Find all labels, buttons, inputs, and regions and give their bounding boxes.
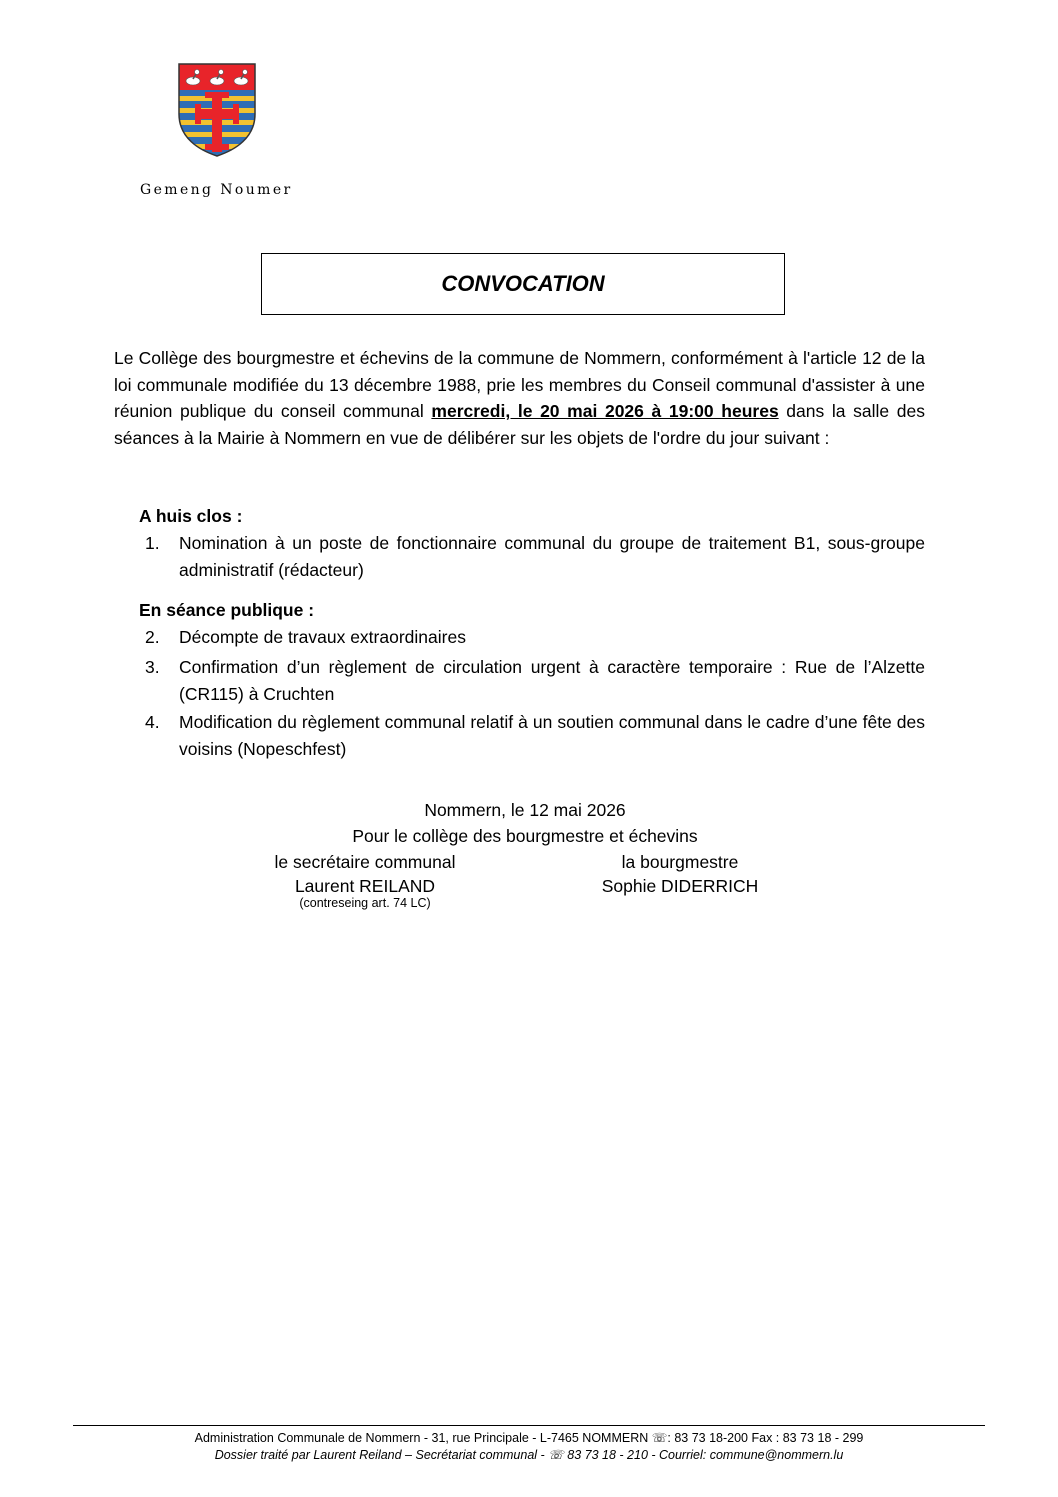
agenda-item-text: Confirmation d’un règlement de circulation urgent à caractère temporaire : Rue de l’Alzette (CR115) à Cruchten [179,657,925,704]
intro-text-end: dans la salle des séances à la Mairie à Nommern en vue de délibérer sur les objets de l'ordre du jour suivant : [114,401,925,448]
place-and-date: Nommern, le 12 mai 2026 [424,800,626,820]
document-title-box [261,253,785,315]
public-session-heading: En séance publique : [139,600,315,620]
agenda-item-number: 2. [145,627,160,647]
agenda-item-number: 4. [145,712,160,732]
municipality-name: Gemeng Noumer [140,182,293,198]
agenda-item-text: Modification du règlement communal relatif à un soutien communal dans le cadre d’une fête des voisins (Nopeschfest) [179,712,925,759]
coat-of-arms-logo [177,62,257,158]
meeting-date-time: mercredi, le 20 mai 2026 à 19:00 heures [431,401,779,421]
document-title: CONVOCATION [441,271,605,296]
agenda-item [145,654,925,707]
footer-divider [73,1425,985,1426]
agenda-item-number: 1. [145,533,160,553]
intro-paragraph [114,345,925,451]
secretary-name: Laurent REILAND [294,876,436,896]
agenda-item-text: Nomination à un poste de fonctionnaire communal du groupe de traitement B1, sous-groupe administratif (rédacteur) [179,533,925,580]
closed-session-heading: A huis clos : [139,506,243,526]
agenda-item [145,624,925,651]
mayor-role: la bourgmestre [621,852,739,872]
secretary-role: le secrétaire communal [274,852,456,872]
footer-contact: Dossier traité par Laurent Reiland – Secrétariat communal - ☏ 83 73 18 - 210 - Courriel: commune@nommern.lu [214,1448,844,1462]
agenda-item [145,530,925,583]
agenda-item-text: Décompte de travaux extraordinaires [179,627,466,647]
agenda-item-number: 3. [145,657,160,677]
mayor-name: Sophie DIDERRICH [601,876,759,896]
on-behalf-line: Pour le collège des bourgmestre et échevins [352,826,698,846]
intro-text: Le Collège des bourgmestre et échevins de la commune de Nommern, conformément à l'article 12 de la loi communale modifiée du 13 décembre 1988, prie les membres du Conseil communal d'assister à une réunion publique du conseil communal [114,348,925,421]
countersign-note: (contreseing art. 74 LC) [299,896,431,910]
agenda-item [145,709,925,762]
footer-address: Administration Communale de Nommern - 31, rue Principale - L-7465 NOMMERN ☏: 83 73 18-200 Fax : 83 73 18 - 299 [194,1431,864,1445]
